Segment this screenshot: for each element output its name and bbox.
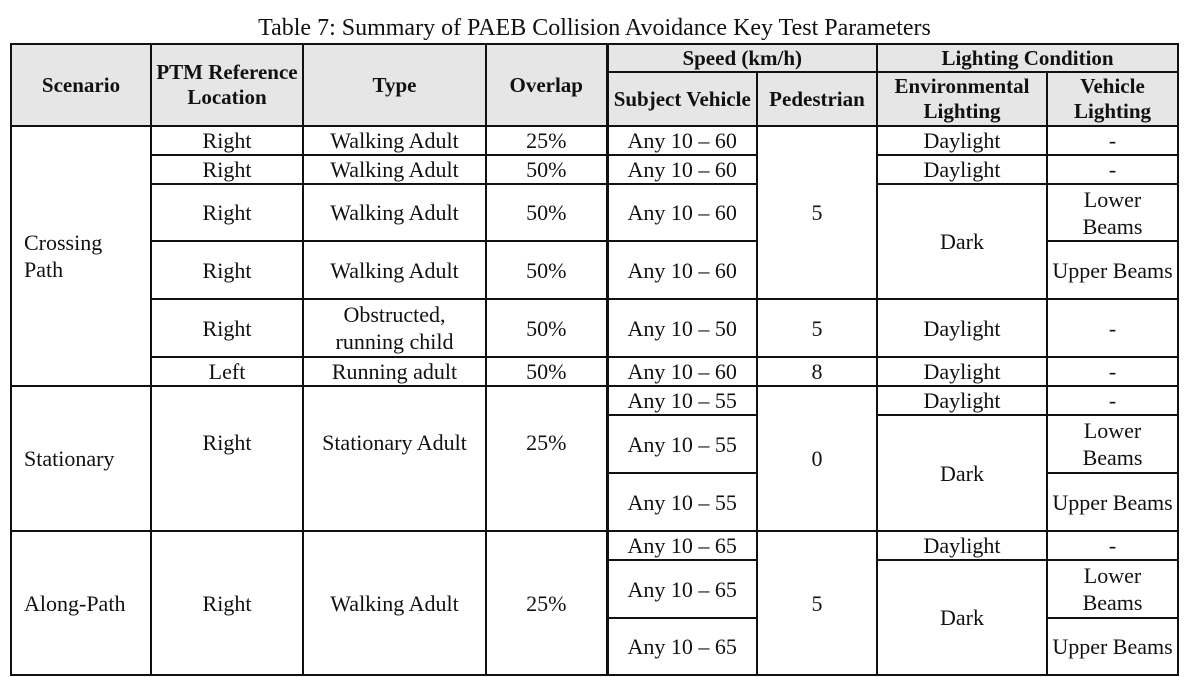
scenario-along-path: Along-Path — [11, 531, 151, 675]
environmental-cell: Daylight — [877, 299, 1047, 357]
header-lighting-group: Lighting Condition — [877, 44, 1178, 72]
overlap-cell — [486, 386, 607, 531]
type-cell — [303, 386, 486, 531]
test-parameters-table — [10, 43, 1179, 676]
subject-vehicle-cell: Any 10 – 65 — [607, 618, 757, 675]
overlap-cell: 50% — [486, 357, 607, 386]
pedestrian-cell: 5 — [757, 126, 877, 299]
header-vehicle-lighting: Vehicle Lighting — [1047, 72, 1178, 126]
ptm-cell: Right — [151, 155, 303, 184]
overlap-cell: 25% — [486, 531, 607, 675]
vehicle-lighting-cell: Lower Beams — [1047, 560, 1178, 618]
table-row — [11, 126, 1178, 155]
ptm-cell — [151, 386, 303, 531]
environmental-cell: Dark — [877, 415, 1047, 531]
header-subject-vehicle: Subject Vehicle — [607, 72, 757, 126]
header-type: Type — [303, 44, 486, 126]
subject-vehicle-cell: Any 10 – 65 — [607, 531, 757, 560]
table-row — [11, 386, 1178, 415]
header-environmental-lighting: Environmental Lighting — [877, 72, 1047, 126]
overlap-cell: 50% — [486, 184, 607, 241]
ptm-cell: Left — [151, 357, 303, 386]
overlap-cell: 50% — [486, 299, 607, 357]
subject-vehicle-cell: Any 10 – 65 — [607, 560, 757, 618]
scenario-crossing-path: Crossing Path — [11, 126, 151, 386]
subject-vehicle-cell: Any 10 – 60 — [607, 357, 757, 386]
type-cell: Walking Adult — [303, 155, 486, 184]
subject-vehicle-cell: Any 10 – 60 — [607, 155, 757, 184]
environmental-cell: Dark — [877, 184, 1047, 299]
header-speed-group: Speed (km/h) — [607, 44, 877, 72]
vehicle-lighting-cell: - — [1047, 386, 1178, 415]
type-cell: Walking Adult — [303, 184, 486, 241]
environmental-cell: Dark — [877, 560, 1047, 675]
pedestrian-cell: 5 — [757, 299, 877, 357]
table-caption: Table 7: Summary of PAEB Collision Avoidance Key Test Parameters — [258, 15, 931, 41]
type-cell: Walking Adult — [303, 241, 486, 299]
environmental-cell: Daylight — [877, 386, 1047, 415]
environmental-cell: Daylight — [877, 126, 1047, 155]
environmental-cell: Daylight — [877, 155, 1047, 184]
header-ptm-reference-location: PTM Reference Location — [151, 44, 303, 126]
ptm-cell: Right — [151, 126, 303, 155]
vehicle-lighting-cell: Lower Beams — [1047, 415, 1178, 473]
vehicle-lighting-cell: - — [1047, 357, 1178, 386]
pedestrian-cell: 0 — [757, 386, 877, 531]
subject-vehicle-cell: Any 10 – 50 — [607, 299, 757, 357]
type-cell: Walking Adult — [303, 531, 486, 675]
vehicle-lighting-cell: - — [1047, 155, 1178, 184]
vehicle-lighting-cell: Upper Beams — [1047, 241, 1178, 299]
table-row — [11, 357, 1178, 386]
subject-vehicle-cell: Any 10 – 55 — [607, 473, 757, 531]
ptm-cell: Right — [151, 184, 303, 241]
type-cell: Walking Adult — [303, 126, 486, 155]
ptm-cell: Right — [151, 531, 303, 675]
type-cell: Obstructed, running child — [303, 299, 486, 357]
ptm-cell: Right — [151, 241, 303, 299]
table-row — [11, 184, 1178, 241]
subject-vehicle-cell: Any 10 – 60 — [607, 241, 757, 299]
table-row — [11, 299, 1178, 357]
table-row — [11, 155, 1178, 184]
vehicle-lighting-cell: Upper Beams — [1047, 618, 1178, 675]
pedestrian-cell: 8 — [757, 357, 877, 386]
header-scenario: Scenario — [11, 44, 151, 126]
subject-vehicle-cell: Any 10 – 55 — [607, 386, 757, 415]
subject-vehicle-cell: Any 10 – 60 — [607, 126, 757, 155]
vehicle-lighting-cell: - — [1047, 531, 1178, 560]
header-pedestrian: Pedestrian — [757, 72, 877, 126]
vehicle-lighting-cell: - — [1047, 126, 1178, 155]
table-row — [11, 531, 1178, 560]
ptm-cell: Right — [151, 299, 303, 357]
header-overlap: Overlap — [486, 44, 607, 126]
overlap-value: 25% — [526, 429, 567, 455]
vehicle-lighting-cell: Upper Beams — [1047, 473, 1178, 531]
scenario-stationary: Stationary — [11, 386, 151, 531]
subject-vehicle-cell: Any 10 – 55 — [607, 415, 757, 473]
type-cell: Running adult — [303, 357, 486, 386]
environmental-cell: Daylight — [877, 531, 1047, 560]
pedestrian-cell: 5 — [757, 531, 877, 675]
overlap-cell: 50% — [486, 241, 607, 299]
subject-vehicle-cell: Any 10 – 60 — [607, 184, 757, 241]
overlap-cell: 50% — [486, 155, 607, 184]
environmental-cell: Daylight — [877, 357, 1047, 386]
ptm-value: Right — [202, 429, 252, 455]
vehicle-lighting-cell: Lower Beams — [1047, 184, 1178, 241]
overlap-cell: 25% — [486, 126, 607, 155]
vehicle-lighting-cell: - — [1047, 299, 1178, 357]
type-value: Stationary Adult — [322, 429, 467, 455]
